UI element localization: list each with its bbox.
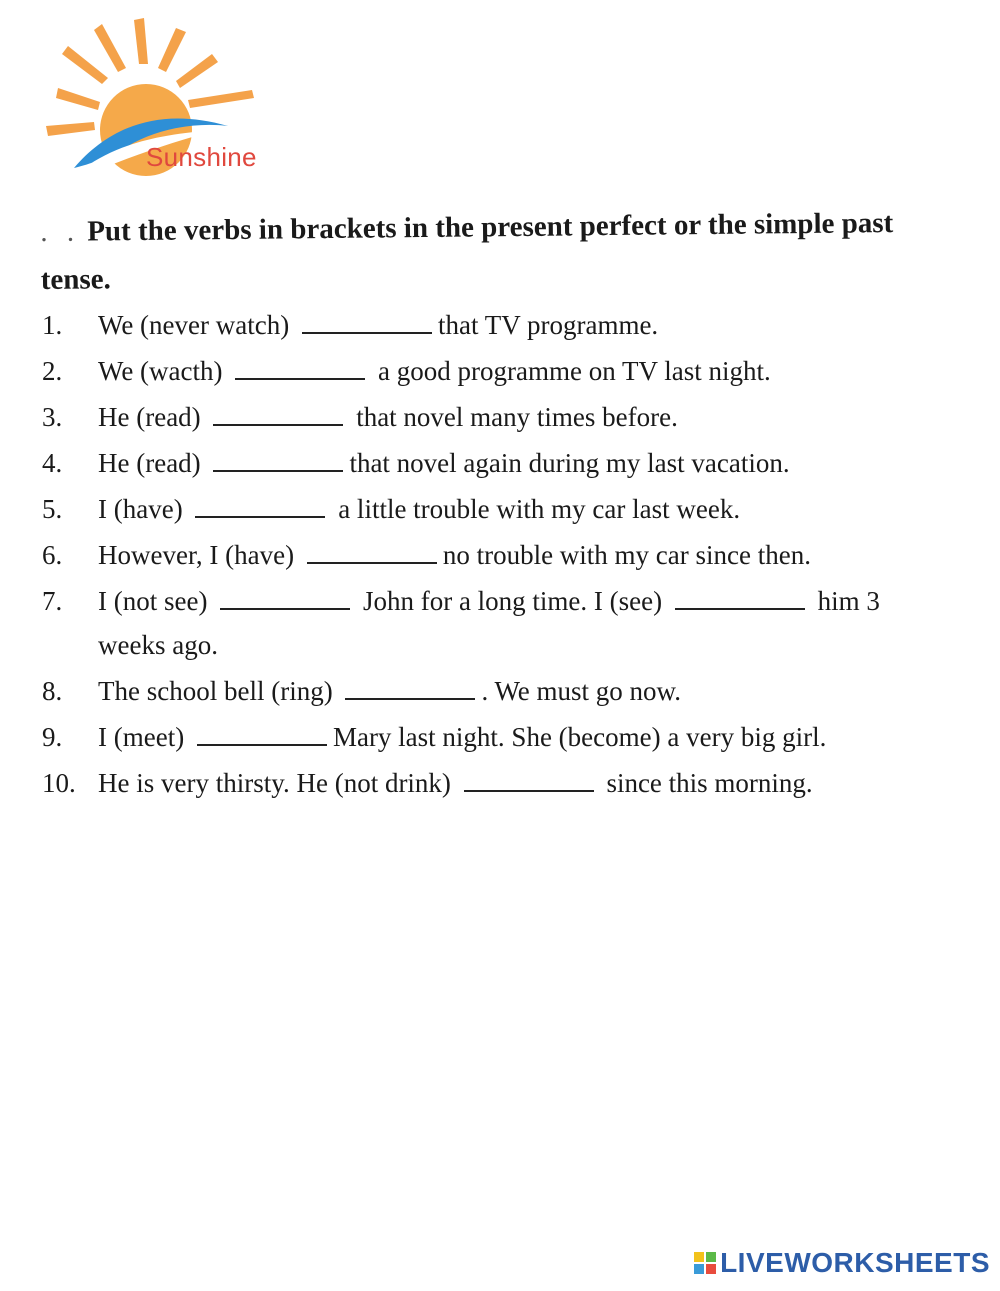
- item-sentence: We (wacth) a good programme on TV last night.: [98, 356, 771, 386]
- item-number: 3.: [42, 402, 63, 432]
- list-item: [0, 402, 1000, 448]
- item-sentence: He (read) that novel many times before.: [98, 402, 678, 432]
- list-item: [0, 448, 1000, 494]
- list-item: [0, 676, 1000, 722]
- item-sentence: He (read) that novel again during my last vacation.: [98, 448, 790, 478]
- list-item: [0, 494, 1000, 540]
- item-number: 4.: [42, 448, 63, 478]
- logo-text: Sunshine: [146, 142, 257, 172]
- item-number: 2.: [42, 356, 63, 386]
- instruction-text: Put the verbs in brackets in the present perfect or the simple past tense.: [40, 207, 894, 296]
- list-item: [0, 310, 1000, 356]
- answer-blank[interactable]: [213, 470, 343, 472]
- item-number: 6.: [42, 540, 63, 570]
- item-sentence: However, I (have) no trouble with my car since then.: [98, 540, 811, 570]
- footer-brand: LIVEWORKSHEETS: [720, 1247, 990, 1278]
- answer-blank[interactable]: [220, 608, 350, 610]
- item-number: 10.: [42, 768, 76, 798]
- item-sentence: He is very thirsty. He (not drink) since this morning.: [98, 768, 813, 798]
- answer-blank[interactable]: [195, 516, 325, 518]
- answer-blank[interactable]: [307, 562, 437, 564]
- list-item: [0, 356, 1000, 402]
- item-sentence: I (have) a little trouble with my car last week.: [98, 494, 741, 524]
- item-continuation: weeks ago.: [98, 630, 218, 660]
- item-sentence: I (not see) John for a long time. I (see) him 3: [98, 586, 880, 616]
- liveworksheets-logo-icon: [694, 1252, 716, 1274]
- exercise-list: [0, 310, 1000, 814]
- answer-blank[interactable]: [345, 698, 475, 700]
- exercise-instruction: [40, 198, 961, 304]
- list-item: [0, 768, 1000, 814]
- item-sentence: The school bell (ring) . We must go now.: [98, 676, 682, 706]
- liveworksheets-footer: [694, 1247, 990, 1279]
- answer-blank[interactable]: [213, 424, 343, 426]
- list-item: [0, 540, 1000, 586]
- item-number: 7.: [42, 586, 63, 616]
- answer-blank[interactable]: [197, 744, 327, 746]
- item-number: 5.: [42, 494, 63, 524]
- list-item: [0, 722, 1000, 768]
- answer-blank[interactable]: [235, 378, 365, 380]
- item-sentence: We (never watch) that TV programme.: [98, 310, 659, 340]
- item-sentence: I (meet) Mary last night. She (become) a very big girl.: [98, 722, 827, 752]
- instruction-marker: . .: [40, 215, 81, 248]
- item-number: 1.: [42, 310, 63, 340]
- list-item: [0, 586, 1000, 676]
- sunshine-logo: [38, 18, 278, 178]
- item-number: 9.: [42, 722, 63, 752]
- item-number: 8.: [42, 676, 63, 706]
- answer-blank[interactable]: [464, 790, 594, 792]
- answer-blank[interactable]: [302, 332, 432, 334]
- answer-blank[interactable]: [675, 608, 805, 610]
